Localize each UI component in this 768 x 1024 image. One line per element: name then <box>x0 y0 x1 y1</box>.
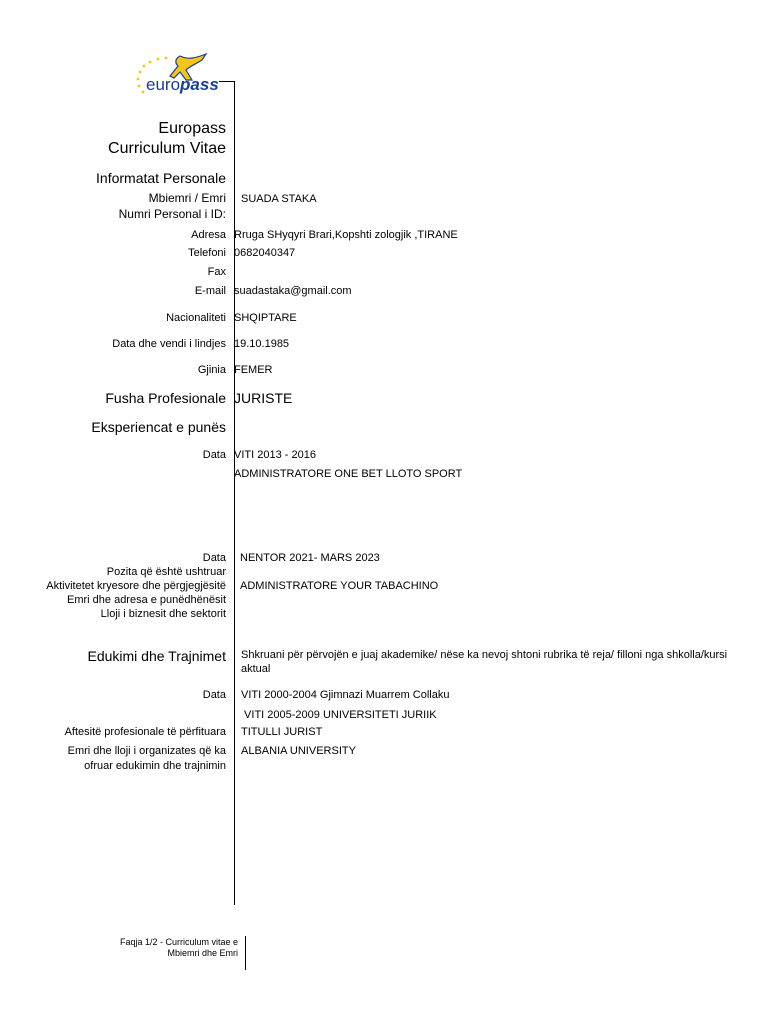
europass-logo <box>130 50 230 100</box>
europass-logo-text: europass <box>146 75 219 94</box>
id-label: Numri Personal i ID: <box>118 207 226 221</box>
column-divider <box>234 81 235 905</box>
section-heading-experience: Eksperiencat e punës <box>91 419 226 435</box>
field-value: JURISTE <box>234 390 293 406</box>
address-label: Adresa <box>191 229 226 241</box>
header-rule <box>219 81 235 82</box>
name-value: SUADA STAKA <box>241 193 317 205</box>
page-footer <box>120 937 238 959</box>
exp2-position-label: Pozita që është ushtruar <box>106 566 226 578</box>
exp2-employer-label: Emri dhe adresa e punëdhënësit <box>67 594 226 606</box>
exp2-activities-value: ADMINISTRATORE YOUR TABACHINO <box>240 580 439 592</box>
footer-divider <box>245 936 246 970</box>
gender-label: Gjinia <box>197 364 226 376</box>
fax-label: Fax <box>207 266 226 278</box>
edu-org-value: ALBANIA UNIVERSITY <box>241 745 356 757</box>
exp1-detail: ADMINISTRATORE ONE BET LLOTO SPORT <box>234 468 463 480</box>
footer-line2: Mbiemri dhe Emri <box>167 948 238 958</box>
section-heading-education: Edukimi dhe Trajnimet <box>87 648 226 664</box>
edu-skills-value: TITULLI JURIST <box>241 726 323 738</box>
field-label: Fusha Profesionale <box>105 390 226 406</box>
nationality-value: SHQIPTARE <box>234 312 297 324</box>
education-intro-line1: Shkruani për përvojën e juaj akademike/ nëse ka nevoj shtoni rubrika të reja/ filloni nga shkolla/kursi <box>241 649 728 661</box>
title-europass: Europass <box>158 120 226 137</box>
phone-label: Telefoni <box>188 247 226 259</box>
email-value: suadastaka@gmail.com <box>234 285 352 297</box>
exp2-date-label: Data <box>202 552 226 564</box>
email-label: E-mail <box>194 285 226 297</box>
footer-line1: Faqja 1/2 - Curriculum vitae e <box>119 937 238 947</box>
edu-org-label-line2: ofruar edukimin dhe trajnimin <box>84 760 226 772</box>
exp1-date-label: Data <box>202 449 226 461</box>
section-heading-personal: Informatat Personale <box>96 170 226 186</box>
edu-org-label-line1: Emri dhe lloji i organizates që ka <box>67 745 226 757</box>
birth-label: Data dhe vendi i lindjes <box>112 338 226 350</box>
edu-date-value1: VITI 2000-2004 Gjimnazi Muarrem Collaku <box>241 689 450 701</box>
phone-value: 0682040347 <box>234 247 296 259</box>
education-intro-line2: aktual <box>241 663 271 675</box>
exp2-sector-label: Lloji i biznesit dhe sektorit <box>100 608 226 620</box>
edu-date-value2: VITI 2005-2009 UNIVERSITETI JURIIK <box>241 709 437 721</box>
edu-skills-label: Aftesitë profesionale të përfituara <box>64 726 226 738</box>
nationality-label: Nacionaliteti <box>166 312 226 324</box>
exp2-date-value: NENTOR 2021- MARS 2023 <box>240 552 380 564</box>
name-label: Mbiemri / Emri <box>148 191 226 205</box>
birth-value: 19.10.1985 <box>234 338 290 350</box>
exp2-activities-label: Aktivitetet kryesore dhe përgjegjësitë <box>46 580 226 592</box>
exp1-date-value: VITI 2013 - 2016 <box>234 449 316 461</box>
title-curriculum-vitae: Curriculum Vitae <box>108 140 226 157</box>
address-value: Rruga SHyqyri Brari,Kopshti zologjik ,TIRANE <box>234 229 458 241</box>
gender-value: FEMER <box>234 364 273 376</box>
edu-date-label: Data <box>202 689 226 701</box>
